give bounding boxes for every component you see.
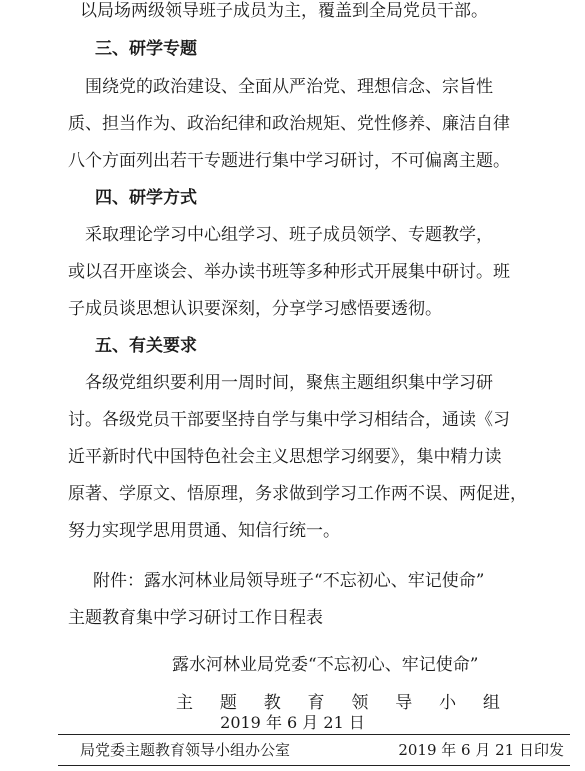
signature-char: 小 [439,693,457,713]
section5-line-2: 讨。各级党员干部要坚持自学与集中学习相结合，通读《习 [68,410,510,430]
section5-line-4: 原著、学原文、悟原理，务求做到学习工作两不误、两促进， [68,484,527,504]
section3-line-2: 质、担当作为、政治纪律和政治规矩、党性修养、廉洁自律 [68,114,510,134]
signature-char: 题 [219,693,237,713]
section4-line-1: 采取理论学习中心组学习、班子成员领学、专题教学， [85,225,493,245]
section4-heading: 四、研学方式 [95,188,197,208]
section3-heading: 三、研学专题 [95,39,197,59]
attachment-line-1: 附件：露水河林业局领导班子“不忘初心、牢记使命” [93,571,485,591]
signature-char: 主 [176,693,193,713]
section5-line-5: 努力实现学思用贯通、知信行统一。 [68,521,340,541]
footer-issuer: 局党委主题教育领导小组办公室 [80,741,291,759]
signature-char: 育 [307,693,325,713]
section4-line-2: 或以召开座谈会、举办读书班等多种形式开展集中研讨。班 [68,262,510,282]
section3-line-3: 八个方面列出若干专题进行集中学习研讨，不可偏离主题。 [68,151,510,171]
section3-line-1: 围绕党的政治建设、全面从严治党、理想信念、宗旨性 [85,77,493,97]
signature-date: 2019 年 6 月 21 日 [220,713,365,732]
signature-char: 领 [351,693,369,713]
section5-line-1: 各级党组织要利用一周时间，聚焦主题组织集中学习研 [85,373,493,393]
attachment-line-2: 主题教育集中学习研讨工作日程表 [68,608,323,628]
section5-heading: 五、有关要求 [95,336,197,356]
signature-org-line-1: 露水河林业局党委“不忘初心、牢记使命” [172,655,479,675]
signature-char: 教 [263,693,281,713]
signature-char: 组 [482,693,500,713]
footer-print-date: 2019 年 6 月 21 日印发 [398,741,564,759]
signature-org-line-2 [176,692,500,714]
print-footer [58,734,570,766]
section5-line-3: 近平新时代中国特色社会主义思想学习纲要》，集中精力读 [68,447,502,467]
section4-line-3: 子成员谈思想认识要深刻，分享学习感悟要透彻。 [68,299,442,319]
signature-char: 导 [395,693,413,713]
section2-tail-text: 以局场两级领导班子成员为主，覆盖到全局党员干部。 [80,1,488,21]
